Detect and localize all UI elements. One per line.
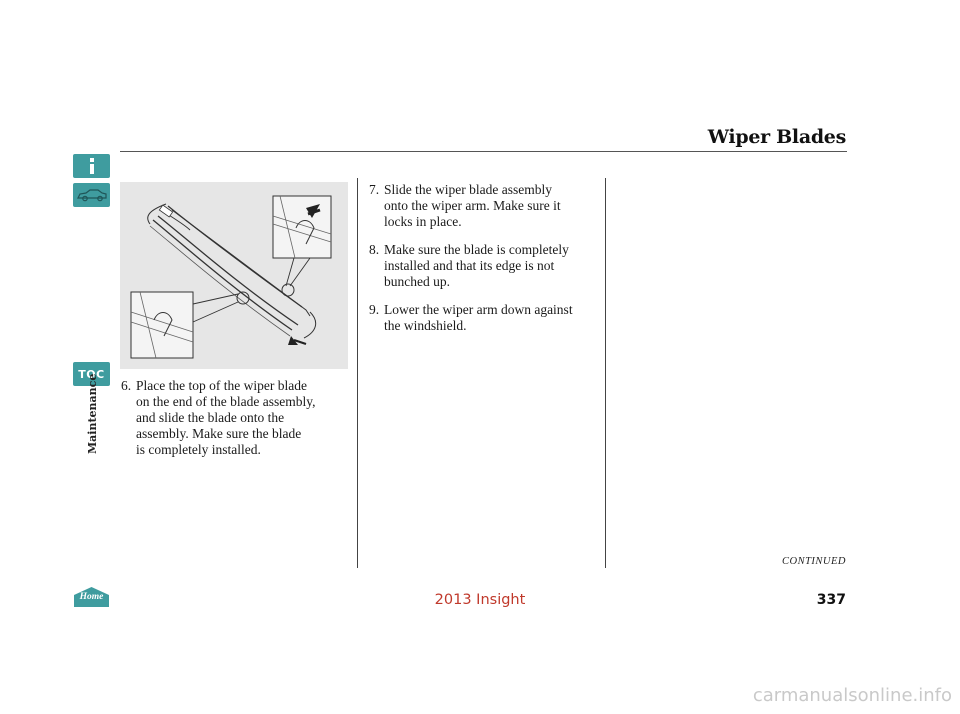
page-title: Wiper Blades <box>707 126 846 148</box>
info-icon <box>85 157 99 175</box>
home-button[interactable]: Home <box>73 586 110 608</box>
column-divider-right <box>605 178 606 568</box>
wiper-blade-illustration <box>120 182 348 369</box>
header-divider <box>120 151 847 152</box>
toc-button[interactable]: TOC <box>73 362 110 386</box>
car-icon <box>76 187 108 203</box>
wiper-blade-diagram <box>120 182 348 369</box>
vehicle-button[interactable] <box>73 183 110 207</box>
section-label: Maintenance <box>86 373 99 454</box>
model-watermark: 2013 Insight <box>434 592 526 608</box>
continued-label: CONTINUED <box>781 556 846 567</box>
column-divider-left <box>357 178 358 568</box>
page-number: 337 <box>816 592 846 608</box>
site-watermark: carmanualsonline.info <box>752 685 952 706</box>
info-button[interactable] <box>73 154 110 178</box>
